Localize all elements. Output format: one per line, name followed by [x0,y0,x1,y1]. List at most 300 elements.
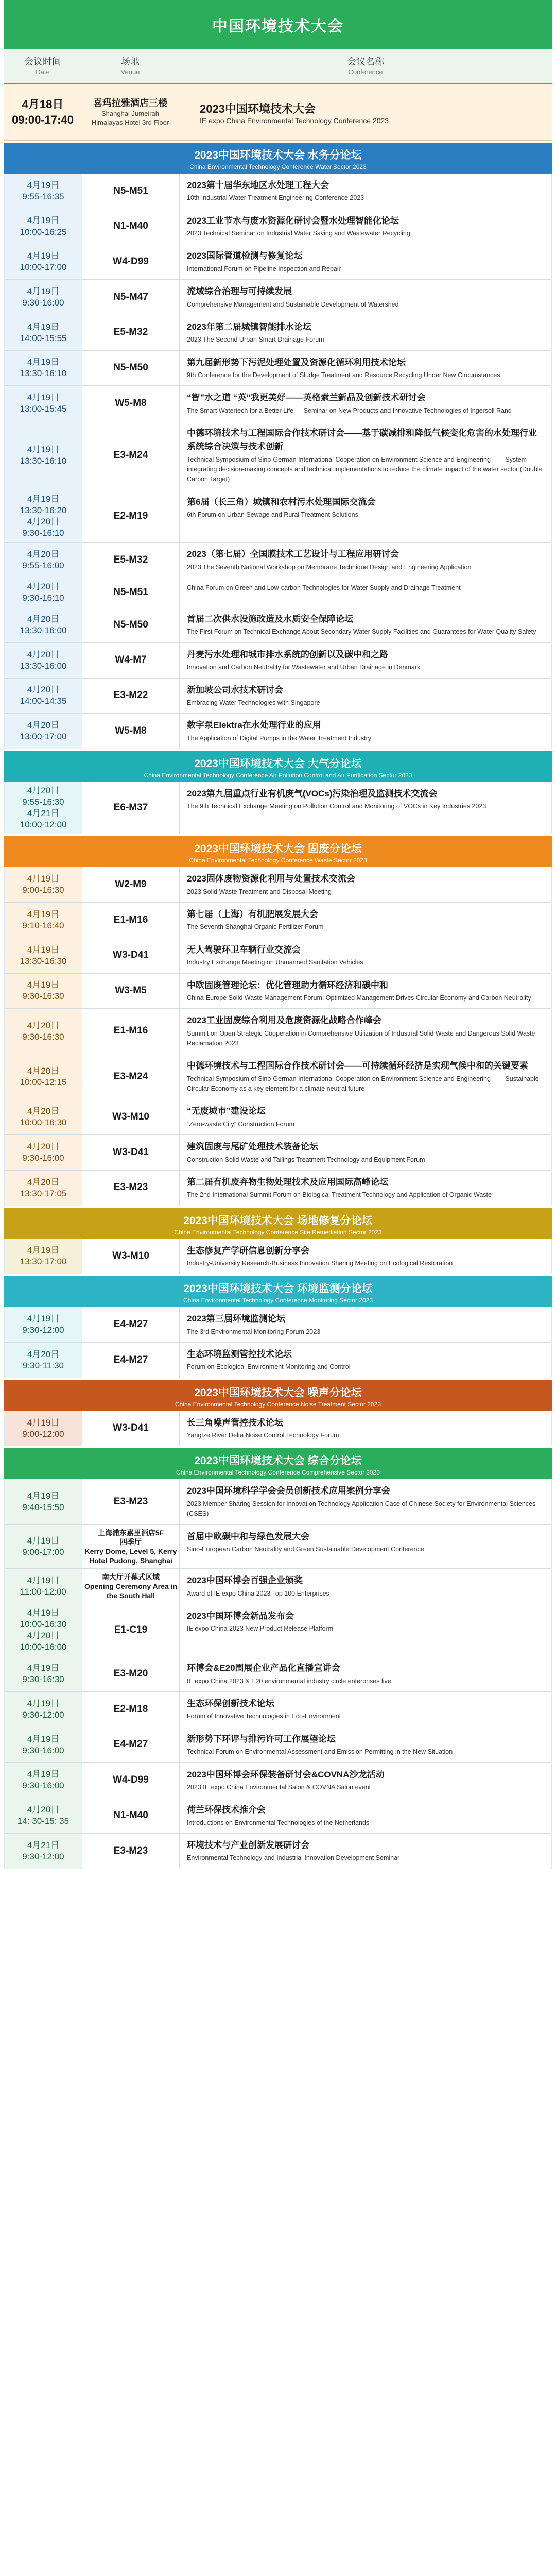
session-venue: E6-M37 [82,782,180,834]
session-name-zh: 2023工业节水与废水资源化研讨会暨水处理智能化论坛 [187,215,399,226]
session-name-zh: 2023中国环博会环保装备研讨会&COVNA沙龙活动 [187,1769,385,1780]
sector-title-en: China Environmental Technology Conference Water Sector 2023 [189,163,367,171]
session-name-zh: 2023年第二届城镇智能排水论坛 [187,321,311,332]
session-title [180,1009,551,1054]
session-item [187,496,544,520]
session-venue: E4-M27 [82,1727,180,1762]
session-row [5,1009,551,1054]
session-time: 4月19日 10:00-16:25 [5,209,82,244]
session-row [5,1525,551,1569]
session-name-zh: 建筑固废与尾矿处理技术装备论坛 [187,1142,318,1152]
session-title [180,386,551,421]
session-name-en: China Forum on Green and Low-carbon Technologies for Water Supply and Drainage Treatment [187,584,461,591]
session-venue: W3-M5 [82,974,180,1009]
session-name-zh: 丹麦污水处理和城市排水系统的创新以及碳中和之路 [187,649,388,659]
session-title [180,1763,551,1798]
session-item [187,583,544,593]
session-item [187,613,544,637]
session-item [187,979,544,1004]
session-name-en: 10th Industrial Water Treatment Engineering Conference 2023 [187,194,364,202]
session-name-en: The Application of Digital Pumps in the Water Treatment Industry [187,734,372,742]
session-title [180,543,551,578]
session-row [5,1099,551,1135]
session-title [180,643,551,678]
session-time: 4月19日 9:30-12:00 [5,1692,82,1727]
session-item [187,1140,544,1165]
sector-title-en: China Environmental Technology Conference Site Remediation Sector 2023 [174,1228,382,1236]
session-venue: E1-C19 [82,1604,180,1656]
session-item [187,943,544,968]
sector-header [4,1208,552,1239]
session-name-en: The 9th Technical Exchange Meeting on Pollution Control and Monitoring of VOCs in Key Industries 2023 [187,803,486,810]
column-date-en: Date [36,68,50,76]
session-time: 4月19日 10:00-17:00 [5,244,82,279]
session-row [5,903,551,938]
session-time: 4月20日 13:30-16:00 [5,643,82,678]
sector-table [4,1479,552,1869]
session-item [187,1416,544,1441]
session-title [180,679,551,714]
session-time: 4月20日 13:30-17:05 [5,1171,82,1206]
session-title [180,280,551,315]
session-time: 4月19日 9:30-16:30 [5,1656,82,1691]
session-name-en: Yangtze River Delta Noise Control Technology Forum [187,1432,339,1439]
session-item [187,391,544,416]
session-title [180,714,551,749]
session-row [5,421,551,490]
session-row [5,280,551,315]
session-name-en: “Zero-waste City” Construction Forum [187,1120,295,1128]
session-name-zh: 2023第十届华东地区水处理工程大会 [187,180,329,190]
session-venue: W3-D41 [82,1135,180,1170]
session-time: 4月19日 13:00-15:45 [5,386,82,421]
session-row [5,1411,551,1447]
session-item [187,1059,544,1094]
session-item [187,1839,544,1863]
session-title [180,1727,551,1762]
sector-header [4,751,552,782]
session-item [187,787,544,812]
session-name-zh: “智”水之道 “英”我更美好——英格索兰新品及创新技术研讨会 [187,393,426,403]
session-row [5,1054,551,1099]
session-item [187,1484,544,1519]
session-time: 4月19日 13:30-16:20 4月20日 9:30-16:10 [5,490,82,542]
column-date [4,49,81,83]
session-name-zh: 第6届（长三角）城镇和农村污水处理国际交流会 [187,497,376,507]
session-item [187,356,544,381]
sector-header [4,1448,552,1479]
session-row [5,1569,551,1604]
session-title [180,1692,551,1727]
session-venue: W3-D41 [82,1411,180,1446]
session-row [5,1798,551,1834]
sector-title-zh: 2023中国环境技术大会 场地修复分论坛 [183,1214,373,1227]
session-title [180,578,551,607]
session-venue: W3-M10 [82,1099,180,1134]
session-item [187,1176,544,1200]
session-item [187,648,544,673]
opening-conference [179,84,552,140]
session-name-en: IE expo China 2023 & E20 environmental industry circle enterprises live [187,1677,391,1685]
session-row [5,643,551,679]
session-row [5,351,551,386]
session-title [180,1343,551,1378]
session-name-en: Forum on Ecological Environment Monitoring and Control [187,1363,351,1371]
session-venue: E3-M22 [82,679,180,714]
sector-header [4,1380,552,1411]
opening-venue-zh: 喜玛拉雅酒店三楼 [93,98,167,109]
session-name-zh: 中德环境技术与工程国际合作技术研讨会——可持续循环经济是实现气候中和的关键要素 [187,1061,528,1071]
session-venue: N1-M40 [82,1798,180,1833]
session-title [180,782,551,834]
session-item [187,1105,544,1129]
session-row [5,607,551,643]
session-name-zh: 环境技术与产业创新发展研讨会 [187,1840,309,1850]
session-venue: E3-M23 [82,1834,180,1869]
session-name-en: 2023 The Second Urban Smart Drainage Forum [187,336,324,344]
session-title [180,174,551,209]
session-title [180,1656,551,1691]
session-item [187,1244,544,1269]
session-venue: W4-D99 [82,1763,180,1798]
session-name-zh: 2023中国环博会新品发布会 [187,1611,294,1621]
session-venue: N5-M51 [82,174,180,209]
sector-title-en: China Environmental Technology Conference Noise Treatment Sector 2023 [175,1400,381,1408]
session-row [5,244,551,280]
session-name-zh: 2023第九届重点行业有机废气(VOCs)污染治理及监测技术交流会 [187,789,438,799]
session-name-zh: 第九届新形势下污泥处理处置及资源化循环利用技术论坛 [187,357,406,367]
session-time: 4月19日 9:30-16:30 [5,974,82,1009]
session-time: 4月19日 11:00-12:00 [5,1569,82,1604]
session-row [5,386,551,421]
session-row [5,782,551,834]
session-time: 4月19日 9:00-16:30 [5,867,82,902]
session-time: 4月19日 13:30-16:10 [5,351,82,386]
session-name-en: China-Europe Solid Waste Management Forum: Optimized Management Drives Circular Economy and Carbon Neutrality [187,994,531,1002]
session-time: 4月19日 9:10-16:40 [5,903,82,938]
session-row [5,1727,551,1763]
session-item [187,427,544,485]
session-name-en: The First Forum on Technical Exchange About Secondary Water Supply Facilities and Guarantees for Water Quality Safety [187,628,536,636]
session-row [5,679,551,714]
session-venue: N5-M47 [82,280,180,315]
session-title [180,490,551,542]
session-name-en: 2023 Solid Waste Treatment and Disposal Meeting [187,888,332,895]
session-title [180,421,551,490]
session-row [5,867,551,903]
session-time: 4月19日 9:30-16:00 [5,280,82,315]
page-title: 中国环境技术大会 [4,0,552,49]
session-time: 4月20日 13:30-16:00 [5,607,82,642]
session-venue: E3-M23 [82,1171,180,1206]
session-title [180,1525,551,1569]
session-name-en: Innovation and Carbon Neutrality for Wastewater and Urban Drainage in Denmark [187,664,421,671]
session-name-zh: 无人驾驶环卫车辆行业交流会 [187,944,301,955]
session-item [187,1312,544,1337]
session-row [5,1834,551,1869]
session-title [180,867,551,902]
sector-title-en: China Environmental Technology Conference Comprehensive Sector 2023 [176,1469,380,1477]
session-row [5,1604,551,1656]
sector-title-zh: 2023中国环境技术大会 固废分论坛 [194,843,362,855]
sector-title-en: China Environmental Technology Conference Waste Sector 2023 [189,857,367,865]
sector-table [4,867,552,1206]
session-name-en: The Seventh Shanghai Organic Fertilizer Forum [187,923,324,931]
session-name-en: Embracing Water Technologies with Singapore [187,699,320,706]
column-venue-en: Venue [120,68,140,76]
session-venue: W2-M9 [82,867,180,902]
session-row [5,578,551,607]
session-row [5,938,551,974]
session-title [180,1604,551,1656]
session-name-en: Industry-University Research-Business Innovation Sharing Meeting on Ecological Restoration [187,1259,453,1267]
session-name-zh: 第二届有机废弃物生物处理技术及应用国际高峰论坛 [187,1177,388,1187]
session-name-en: The 3rd Environmental Monitoring Forum 2023 [187,1328,321,1335]
session-time: 4月20日 9:55-16:00 [5,543,82,578]
session-venue: N5-M51 [82,578,180,607]
session-time: 4月19日 14:00-15:55 [5,315,82,350]
session-name-en: Forum of Innovative Technologies in Eco-Environment [187,1713,341,1720]
session-item [187,908,544,933]
session-name-zh: 环博会&E20围展企业产品化直播宣讲会 [187,1663,340,1673]
session-venue: N5-M50 [82,607,180,642]
session-name-zh: 2023第三届环境监测论坛 [187,1314,285,1324]
session-name-zh: 2023固体废物资源化利用与处置技术交流会 [187,874,355,884]
session-name-zh: 2023国际管道检测与修复论坛 [187,251,303,261]
session-name-en: 2023 Technical Seminar on Industrial Water Saving and Wastewater Recycling [187,230,410,238]
session-name-en: Introductions on Environmental Technologies of the Netherlands [187,1819,370,1826]
session-title [180,1099,551,1134]
session-venue: E2-M19 [82,490,180,542]
session-time: 4月19日 9:30-16:00 [5,1763,82,1798]
session-time: 4月20日 13:00-17:00 [5,714,82,749]
session-venue: W3-M10 [82,1239,180,1274]
session-time: 4月19日 9:00-17:00 [5,1525,82,1569]
session-name-en: The 2nd International Summit Forum on Biological Treatment Technology and Application of Organic Waste [187,1191,492,1199]
session-time: 4月19日 10:00-16:30 4月20日 10:00-16:00 [5,1604,82,1656]
session-name-zh: 2023中国环博会百强企业颁奖 [187,1575,303,1586]
session-venue: E3-M23 [82,1479,180,1524]
sector-table [4,782,552,834]
session-row [5,1135,551,1171]
session-name-zh: 生态环保创新技术论坛 [187,1699,274,1709]
opening-venue-en1: Shanghai Jumeirah [101,109,160,117]
session-time: 4月19日 13:30-17:00 [5,1239,82,1274]
column-conference [179,49,552,83]
session-title [180,1171,551,1206]
session-title [180,209,551,244]
session-name-en: Environmental Technology and Industrial Innovation Development Seminar [187,1854,400,1862]
session-time: 4月20日 9:30-11:30 [5,1343,82,1378]
session-venue: N1-M40 [82,209,180,244]
session-name-zh: 生态修复产学研信息创新分享会 [187,1245,309,1256]
session-row [5,315,551,351]
session-name-en: International Forum on Pipeline Inspection and Repair [187,265,341,273]
column-conference-en: Conference [348,68,383,76]
session-time: 4月19日 9:30-12:00 [5,1307,82,1342]
session-name-en: Technical Symposium of Sino-German International Cooperation on Environment Science and Engineering ——Sustainable Circular Economy as a key element for a climate neutral future [187,1075,539,1093]
sector-title-zh: 2023中国环境技术大会 噪声分论坛 [194,1386,362,1399]
session-item [187,872,544,897]
session-title [180,244,551,279]
session-name-en: 2023 Member Sharing Session for Innovation Technology Application Case of Chinese Society for Environmental Sciences (CSES) [187,1500,536,1518]
session-item [187,684,544,708]
session-title [180,1834,551,1869]
session-time: 4月20日 9:30-16:00 [5,1135,82,1170]
session-row [5,1171,551,1206]
session-item [187,320,544,345]
session-title [180,1054,551,1099]
session-venue: W5-M8 [82,386,180,421]
session-row [5,714,551,749]
session-time: 4月19日 13:30-16:10 [5,421,82,490]
session-time: 4月20日 9:30-16:10 [5,578,82,607]
session-title [180,1798,551,1833]
session-row [5,1692,551,1727]
session-item [187,1348,544,1372]
session-time: 4月20日 9:30-16:30 [5,1009,82,1054]
sector-table [4,1307,552,1378]
session-venue: E2-M18 [82,1692,180,1727]
session-name-zh: 生态环境监测管控技术论坛 [187,1349,292,1360]
session-item [187,548,544,572]
session-item [187,1768,544,1793]
session-item [187,285,544,310]
session-name-zh: 新形势下环评与排污许可工作展望论坛 [187,1734,336,1744]
session-name-zh: 2023中国环境科学学会会员创新技术应用案例分享会 [187,1486,390,1496]
session-row [5,490,551,543]
sector-title-en: China Environmental Technology Conference Air Pollution Control and Air Purification Sector 2023 [144,772,412,779]
session-time: 4月19日 9:00-12:00 [5,1411,82,1446]
session-name-en: 6th Forum on Urban Sewage and Rural Treatment Solutions [187,511,358,519]
session-time: 4月19日 13:30-16:30 [5,938,82,973]
session-venue: E5-M32 [82,543,180,578]
session-name-zh: 首届二次供水设施改造及水质安全保障论坛 [187,614,353,624]
session-name-en: 9th Conference for the Development of Sludge Treatment and Resource Recycling Under New Circumstances [187,371,500,379]
session-venue: E4-M27 [82,1343,180,1378]
session-venue: E1-M16 [82,1009,180,1054]
session-name-en: The Smart Watertech for a Better Life — Seminar on New Products and Innovative Technologies of Ingersoll Rand [187,406,512,414]
column-venue-zh: 场地 [121,57,140,67]
session-venue: E1-M16 [82,903,180,938]
session-item [187,1574,544,1599]
session-item [187,1609,544,1634]
session-name-zh: 荷兰环保技术推介会 [187,1805,266,1815]
session-venue: W4-M7 [82,643,180,678]
session-row [5,543,551,578]
session-name-en: Construction Solid Waste and Tailings Treatment Technology and Equipment Forum [187,1156,425,1163]
column-date-zh: 会议时间 [24,57,61,67]
column-conference-zh: 会议名称 [347,57,384,67]
session-name-en: Technical Symposium of Sino-German International Cooperation on Environment Science and Engineering ——System-integrating decision-making concepts and technical implementations to reduce the climate impact of the water sector (Double Carbon Target) [187,455,543,483]
session-name-zh: 新加坡公司水技术研讨会 [187,685,283,695]
session-name-zh: 流域综合治理与可持续发展 [187,286,292,297]
sector-header [4,1276,552,1307]
session-title [180,351,551,386]
session-name-en: Industry Exchange Meeting on Unmanned Sanitation Vehicles [187,959,363,967]
session-name-zh: 第七届（上海）有机肥展发展大会 [187,909,318,920]
sector-table [4,1411,552,1447]
sector-title-zh: 2023中国环境技术大会 大气分论坛 [194,758,362,770]
session-name-en: 2023 The Seventh National Workshop on Membrane Technique Design and Engineering Application [187,563,472,571]
session-venue: W5-M8 [82,714,180,749]
session-venue: E3-M20 [82,1656,180,1691]
session-time: 4月20日 14:00-14:35 [5,679,82,714]
session-row [5,209,551,245]
session-title [180,607,551,642]
session-time: 4月20日 9:55-16:30 4月21日 10:00-12:00 [5,782,82,834]
session-time: 4月20日 10:00-16:30 [5,1099,82,1134]
session-title [180,315,551,350]
session-title [180,974,551,1009]
sector-title-zh: 2023中国环境技术大会 水务分论坛 [194,149,362,161]
column-venue [81,49,179,83]
session-row [5,174,551,209]
column-header [4,49,552,84]
session-venue: 南大厅开幕式区域 Opening Ceremony Area in the South Hall [82,1569,180,1604]
session-name-zh: 长三角噪声管控技术论坛 [187,1417,283,1428]
session-row [5,1239,551,1275]
sector-title-zh: 2023中国环境技术大会 环境监测分论坛 [183,1283,373,1295]
session-title [180,903,551,938]
session-item [187,214,544,239]
sector-sections [4,143,552,1869]
session-item [187,1733,544,1757]
session-item [187,1697,544,1722]
session-title [180,1307,551,1342]
session-name-zh: 中欧固废管理论坛：优化管理助力循环经济和碳中和 [187,980,388,990]
session-time: 4月19日 9:40-15:50 [5,1479,82,1524]
session-item [187,1014,544,1048]
session-venue: E5-M32 [82,315,180,350]
session-time: 4月21日 9:30-12:00 [5,1834,82,1869]
opening-hours: 09:00-17:40 [12,113,74,126]
opening-venue [81,84,179,140]
session-name-zh: 数字泵Elektra在水处理行业的应用 [187,720,321,731]
session-title [180,938,551,973]
session-row [5,1307,551,1343]
session-time: 4月19日 9:30-16:00 [5,1727,82,1762]
opening-time [4,84,81,140]
session-venue: E4-M27 [82,1307,180,1342]
session-venue: E3-M24 [82,421,180,490]
session-name-en: IE expo China 2023 New Product Release Platform [187,1625,334,1633]
session-name-zh: 2023（第七届）全国膜技术工艺设计与工程应用研讨会 [187,549,399,560]
session-title [180,1135,551,1170]
session-item [187,1662,544,1686]
session-title [180,1239,551,1274]
session-title [180,1479,551,1524]
session-name-en: 2023 IE expo China Environmental Salon & COVNA Salon event [187,1783,371,1791]
session-time: 4月20日 14: 30-15: 35 [5,1798,82,1833]
session-title [180,1569,551,1604]
session-row [5,974,551,1009]
sector-table [4,174,552,749]
opening-row [4,84,552,141]
opening-name-zh: 2023中国环境技术大会 [200,102,316,115]
session-item [187,1803,544,1828]
sector-header [4,836,552,867]
session-item [187,719,544,743]
session-item [187,249,544,274]
session-name-zh: 2023工业固废综合利用及危废资源化战略合作峰会 [187,1015,381,1026]
session-name-zh: 首届中欧碳中和与绿色发展大会 [187,1531,309,1541]
opening-date: 4月18日 [22,98,64,111]
session-name-zh: “无废城市”建设论坛 [187,1106,266,1116]
session-venue: 上海浦东嘉里酒店5F 四季厅 Kerry Dome, Level 5, Kerry Hotel Pudong, Shanghai [82,1525,180,1569]
session-row [5,1763,551,1799]
session-name-en: Sino-European Carbon Neutrality and Green Sustainable Development Conference [187,1545,424,1553]
